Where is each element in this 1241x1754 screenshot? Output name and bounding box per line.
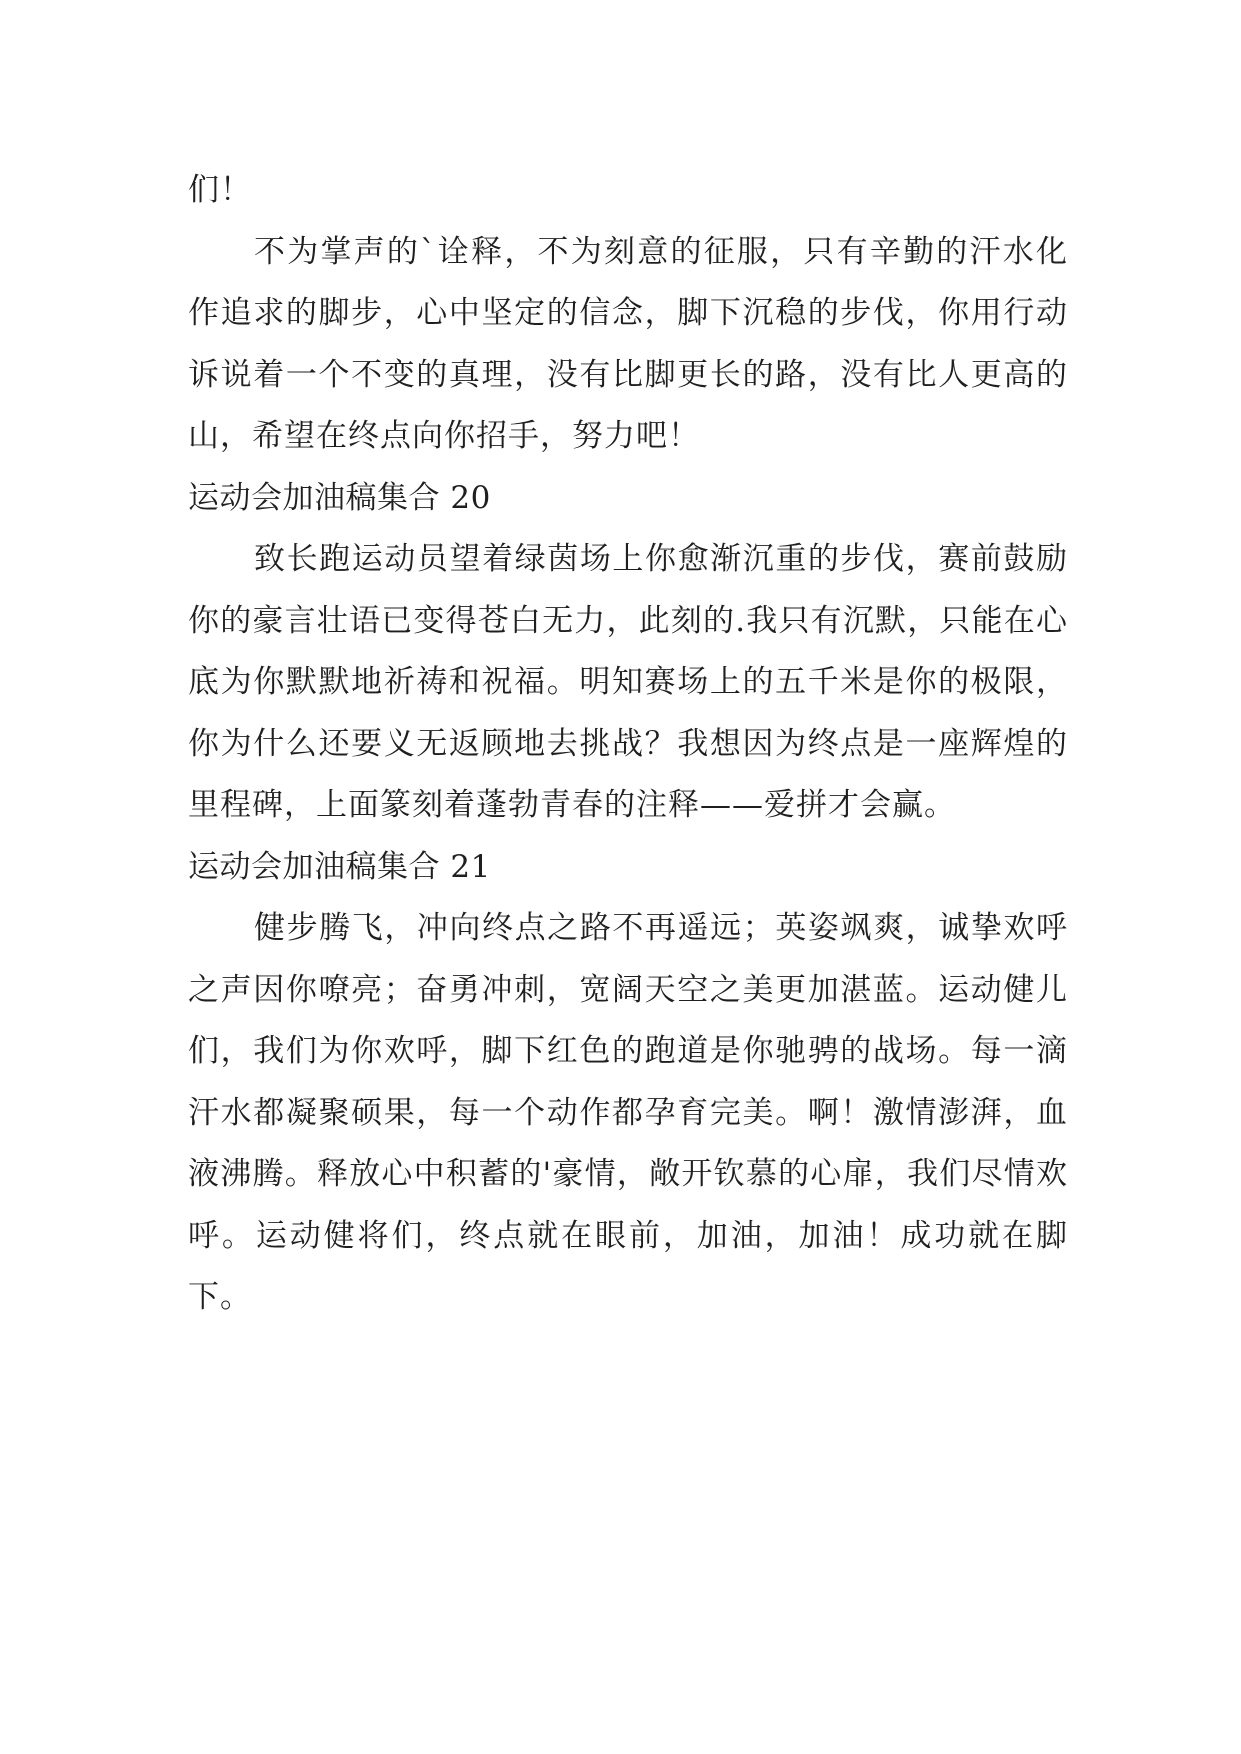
paragraph-body: 致长跑运动员望着绿茵场上你愈渐沉重的步伐，赛前鼓励你的豪言壮语已变得苍白无力，此刻的.我只有沉默，只能在心底为你默默地祈祷和祝福。明知赛场上的五千米是你的极限，你为什么还要义无返顾地去挑战？我想因为终点是一座辉煌的里程碑，上面篆刻着蓬勃青春的注释——爱拼才会赢。 [188,541,1068,823]
paragraph-body: 健步腾飞，冲向终点之路不再遥远；英姿飒爽，诚挚欢呼之声因你嘹亮；奋勇冲刺，宽阔天空之美更加湛蓝。运动健儿们，我们为你欢呼，脚下红色的跑道是你驰骋的战场。每一滴汗水都凝聚硕果，每一个动作都孕育完美。啊！激情澎湃，血液沸腾。释放心中积蓄的'豪情，敞开钦慕的心扉，我们尽情欢呼。运动健将们，终点就在眼前，加油，加油！成功就在脚下。 [188,910,1068,1315]
paragraph-body: 不为掌声的`诠释，不为刻意的征服，只有辛勤的汗水化作追求的脚步，心中坚定的信念，脚下沉稳的步伐，你用行动诉说着一个不变的真理，没有比脚更长的路，没有比人更高的山，希望在终点向你招手，努力吧！ [188,233,1068,454]
section-heading-20: 运动会加油稿集合 20 [188,479,491,516]
section-heading-21: 运动会加油稿集合 21 [188,848,491,885]
paragraph-continuation: 们！ [188,172,252,208]
document-body [188,160,1068,1329]
